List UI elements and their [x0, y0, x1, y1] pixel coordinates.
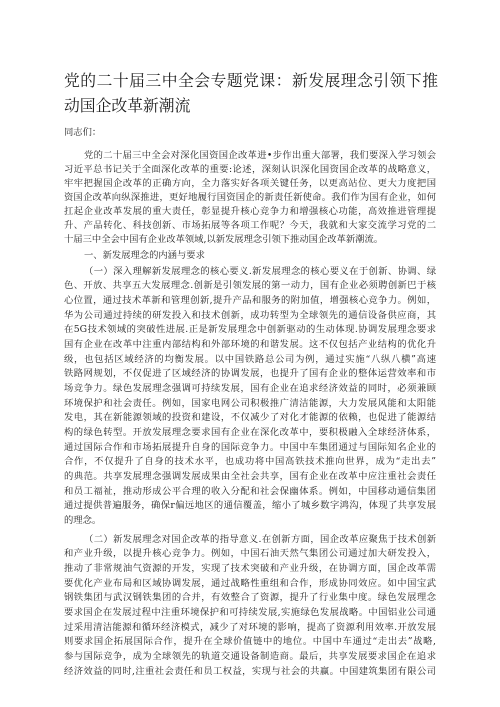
paragraph-line: 在5G技术领域的突破性进展.正是新发展理念中创新驱动的生动体现.协调发展理念要求 [64, 324, 436, 336]
paragraph-line: （一）深入理解新发展理念的核心要义.新发展理念的核心要义在于创新、协调、绿 [84, 265, 436, 277]
paragraph-line: 构的绿色转型。开放发展理念要求国有企业在深化改革中，要积极融入全球经济体系， [64, 426, 436, 438]
paragraph-line: 铁路网规划，不仅促进了区域经济的协调发展，也提升了国有企业的整体运营效率和市 [64, 368, 436, 380]
subsection-1-paragraph [64, 265, 436, 529]
paragraph-line: 习近平总书记关于全面深化改革的重要:论述，深刻认识深化国资国企改革的战略意义， [64, 164, 436, 175]
paragraph-line: 资国企改革向纵深推进，更好地履行国资国企的新责任新使命。我们作为国有企业，如何 [64, 192, 436, 203]
paragraph-line: 通过国际合作和市场拓展提升自身的国际竞争力。中国中车集团通过与国际知名企业的 [64, 441, 436, 453]
paragraph-line: 场竞争力。绿色发展理念强调可持续发展，国有企业在追求经济效益的同时，必须兼顾 [64, 382, 436, 394]
paragraph-line: 过采用清洁能源和循环经济模式，减少了对环境的影响，提高了资源利用效率.开放发展 [64, 621, 436, 633]
paragraph-line: 十届三中全会中国有企业改革领域,以新发展理念引领下推动国企改革新潮流。 [64, 234, 384, 245]
title-line: 党的二十届三中全会专题党课：新发展理念引领下推 [64, 71, 438, 90]
paragraph-line: 合作，不仅提升了自身的技术水平，也成功将中国高铁技术推向世界，成为“走出去” [64, 456, 436, 468]
paragraph-line: 党的二十届三中全会对深化国资国企改革进•步作出重大部署，我们要深入学习领会 [84, 150, 436, 161]
paragraph-line: 华为公司通过持续的研发投入和技术创新，成功转型为全球领先的通信设备供应商，其 [64, 309, 436, 321]
paragraph-line: 的典范。共享发展理念强调发展成果由全社会共享，国有企业在改革中应注重社会责任 [64, 470, 436, 482]
paragraph-line: 发电，其在新能源领域的投资和建设，不仅减少了对化才能源的依赖，也促进了能源结 [64, 412, 436, 424]
title-line: 动国企改革新潮流 [64, 96, 191, 115]
paragraph-line: 经济效益的同时,注重社会责任和员工权益，实现与社会的共赢。中国建筑集团有限公司 [64, 665, 436, 677]
subsection-2-paragraph [64, 533, 436, 680]
intro-paragraph [64, 149, 436, 247]
section-heading: 一、新发展理念的内涵与要求 [84, 250, 205, 261]
paragraph-line: （二）新发展理念对国企改革的指导意义.在创新方面，国企改革应聚焦于技术创新 [84, 533, 436, 545]
paragraph-line: 升、产品转化、科技创新、市场拓展等各项工作呢？今天，我就和大家交流学习党的二 [64, 220, 436, 231]
paragraph-line: 通过提供普遍服务，确保r偏远地区的通信覆盖，缩小了城乡数字鸿沟，体现了共享发展 [64, 500, 436, 512]
paragraph-line: 要优化产业布局和区域协调发展，通过战略性重组和合作，形成协同效应。如中国宝武 [64, 577, 436, 589]
paragraph-line: 和产业升级，以提升核心竞争力。例如，中国石油天然气集团公司通过加大研发投入， [64, 548, 436, 560]
paragraph-line: 扛起企业改革发展的重大责任，彰显提升核心竞争力和增强核心功能，高效推进管理提 [64, 206, 436, 217]
paragraph-line: 色、开放、共享五大发展理念.创新是引领发展的第一动力，国有企业必须聘创新巴于核 [64, 280, 436, 292]
paragraph-line: 要求国企在发展过程中注重环境保护和可持续发展,实施绿色发展战略。中国铝业公司通 [64, 606, 436, 618]
paragraph-line: 推动了非常规油气资源的开发，实现了技术突破和产业升级，在协调方面，国企改革需 [64, 562, 436, 574]
paragraph-line: 参与国际竞争，成为全球领先的轨道交通设备制造商。最后，共享发展要求国企在追求 [64, 650, 436, 662]
paragraph-line: 的理念。 [64, 514, 102, 526]
paragraph-line: 心位置，通过技术革新和管理创新,提升产品和服务的附加值，增强核心竞争力。例如， [64, 295, 436, 306]
paragraph-line: 环境保护和社会责任。例如，国家电网公司积极推广清洁能源，大力发展风能和太阳能 [64, 397, 436, 409]
paragraph-line: 钢铁集团与武汉钢铁集团的合并，有效整合了资源，提升了行业集中度。绿色发展理念 [64, 592, 436, 604]
paragraph-line: 牢牢把握国企改革的正确方向，全力落实好各项关键任务，以更高站位、更大力度把国 [64, 178, 436, 189]
paragraph-line: 和员工福祉，推动形成公平合理的收入分配和社会保幽体系。例如，中国移动通信集团 [64, 485, 436, 497]
paragraph-line: 则要求国企拓展国际合作，提升在全球价值链中的地位。中国中车通过“走出去”战略, [64, 636, 436, 648]
salutation: 同志们： [64, 127, 102, 138]
document-title [64, 68, 438, 118]
paragraph-line: 级，也包括区域经济的均衡发展。以中国铁路总公司为例，通过实施“八纵八横”高速 [64, 353, 436, 365]
paragraph-line: 国有企业在改革中注重内部结构和外部环境的和谐发展。这不仅包括产业结构的优化升 [64, 338, 436, 350]
